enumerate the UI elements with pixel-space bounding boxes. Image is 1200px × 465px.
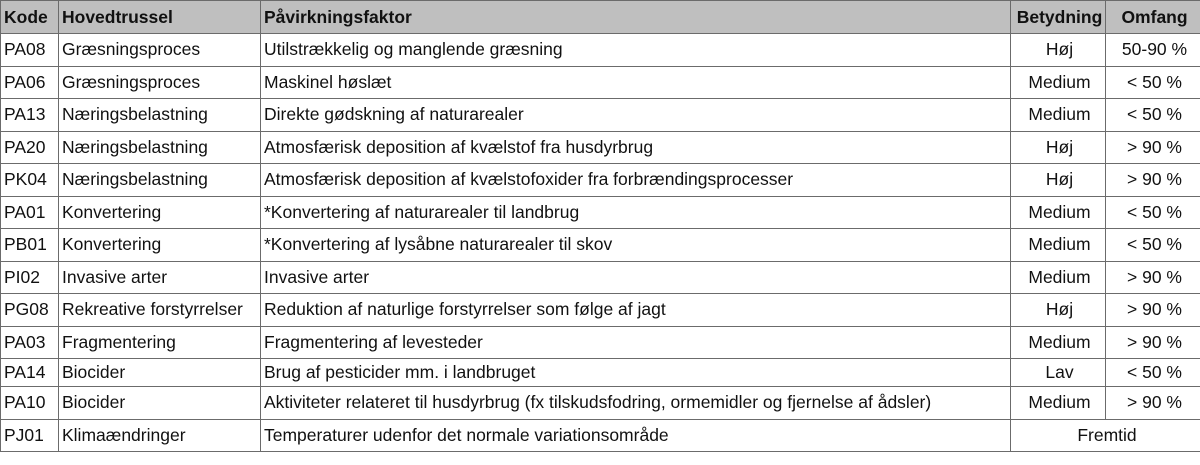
table-row: [1, 66, 1200, 99]
cell-betydning: Høj: [1011, 164, 1106, 197]
cell-betydning: Medium: [1011, 66, 1106, 99]
header-kode: Kode: [1, 1, 59, 34]
cell-kode: PA10: [1, 387, 59, 420]
table-row: [1, 359, 1200, 387]
cell-hovedtrussel: Klimaændringer: [59, 419, 261, 452]
header-hovedtrussel: Hovedtrussel: [59, 1, 261, 34]
cell-betydning: Medium: [1011, 326, 1106, 359]
cell-faktor: Atmosfærisk deposition af kvælstofoxider fra forbrændingsprocesser: [261, 164, 1011, 197]
table-row: [1, 326, 1200, 359]
cell-hovedtrussel: Græsningsproces: [59, 34, 261, 67]
cell-faktor: Utilstrækkelig og manglende græsning: [261, 34, 1011, 67]
cell-omfang: > 90 %: [1106, 164, 1200, 197]
cell-betydning: Medium: [1011, 387, 1106, 420]
cell-faktor: Invasive arter: [261, 261, 1011, 294]
cell-kode: PA03: [1, 326, 59, 359]
cell-hovedtrussel: Biocider: [59, 359, 261, 387]
cell-faktor: Reduktion af naturlige forstyrrelser som følge af jagt: [261, 294, 1011, 327]
cell-kode: PA06: [1, 66, 59, 99]
table-row: [1, 196, 1200, 229]
header-faktor: Påvirkningsfaktor: [261, 1, 1011, 34]
table-row: [1, 387, 1200, 420]
cell-kode: PG08: [1, 294, 59, 327]
table-row: [1, 261, 1200, 294]
cell-faktor: Aktiviteter relateret til husdyrbrug (fx tilskudsfodring, ormemidler og fjernelse af ådsler): [261, 387, 1011, 420]
table-row: [1, 34, 1200, 67]
header-omfang: Omfang: [1106, 1, 1200, 34]
cell-hovedtrussel: Fragmentering: [59, 326, 261, 359]
cell-kode: PA20: [1, 131, 59, 164]
cell-kode: PI02: [1, 261, 59, 294]
cell-faktor: Brug af pesticider mm. i landbruget: [261, 359, 1011, 387]
cell-kode: PA08: [1, 34, 59, 67]
header-row: [1, 1, 1200, 34]
cell-kode: PA01: [1, 196, 59, 229]
cell-omfang: < 50 %: [1106, 66, 1200, 99]
cell-kode: PJ01: [1, 419, 59, 452]
cell-kode: PA14: [1, 359, 59, 387]
cell-hovedtrussel: Næringsbelastning: [59, 99, 261, 132]
cell-omfang: < 50 %: [1106, 196, 1200, 229]
cell-faktor: Direkte gødskning af naturarealer: [261, 99, 1011, 132]
table-row: [1, 99, 1200, 132]
cell-omfang: > 90 %: [1106, 387, 1200, 420]
table-row: [1, 131, 1200, 164]
cell-hovedtrussel: Græsningsproces: [59, 66, 261, 99]
cell-omfang: > 90 %: [1106, 326, 1200, 359]
cell-betydning: Medium: [1011, 261, 1106, 294]
cell-hovedtrussel: Næringsbelastning: [59, 131, 261, 164]
cell-betydning: Høj: [1011, 131, 1106, 164]
cell-faktor: Atmosfærisk deposition af kvælstof fra husdyrbrug: [261, 131, 1011, 164]
cell-omfang: < 50 %: [1106, 99, 1200, 132]
cell-betydning: Medium: [1011, 196, 1106, 229]
cell-betydning: Høj: [1011, 34, 1106, 67]
cell-omfang: > 90 %: [1106, 294, 1200, 327]
table-row: [1, 294, 1200, 327]
cell-faktor: Temperaturer udenfor det normale variationsområde: [261, 419, 1011, 452]
cell-omfang: > 90 %: [1106, 261, 1200, 294]
cell-betydning: Lav: [1011, 359, 1106, 387]
cell-hovedtrussel: Næringsbelastning: [59, 164, 261, 197]
header-betydning: Betydning: [1011, 1, 1106, 34]
cell-kode: PB01: [1, 229, 59, 262]
cell-omfang: < 50 %: [1106, 229, 1200, 262]
table-row: [1, 229, 1200, 262]
cell-kode: PK04: [1, 164, 59, 197]
cell-faktor: *Konvertering af naturarealer til landbrug: [261, 196, 1011, 229]
table-row: [1, 419, 1200, 452]
cell-faktor: Fragmentering af levesteder: [261, 326, 1011, 359]
cell-kode: PA13: [1, 99, 59, 132]
cell-betydning: Høj: [1011, 294, 1106, 327]
cell-hovedtrussel: Konvertering: [59, 196, 261, 229]
cell-hovedtrussel: Konvertering: [59, 229, 261, 262]
cell-omfang: < 50 %: [1106, 359, 1200, 387]
cell-hovedtrussel: Rekreative forstyrrelser: [59, 294, 261, 327]
table-row: [1, 164, 1200, 197]
cell-betydning: Medium: [1011, 229, 1106, 262]
cell-merged-fremtid: Fremtid: [1011, 419, 1200, 452]
cell-hovedtrussel: Invasive arter: [59, 261, 261, 294]
cell-omfang: > 90 %: [1106, 131, 1200, 164]
cell-faktor: *Konvertering af lysåbne naturarealer til skov: [261, 229, 1011, 262]
cell-omfang: 50-90 %: [1106, 34, 1200, 67]
cell-faktor: Maskinel høslæt: [261, 66, 1011, 99]
cell-betydning: Medium: [1011, 99, 1106, 132]
cell-hovedtrussel: Biocider: [59, 387, 261, 420]
